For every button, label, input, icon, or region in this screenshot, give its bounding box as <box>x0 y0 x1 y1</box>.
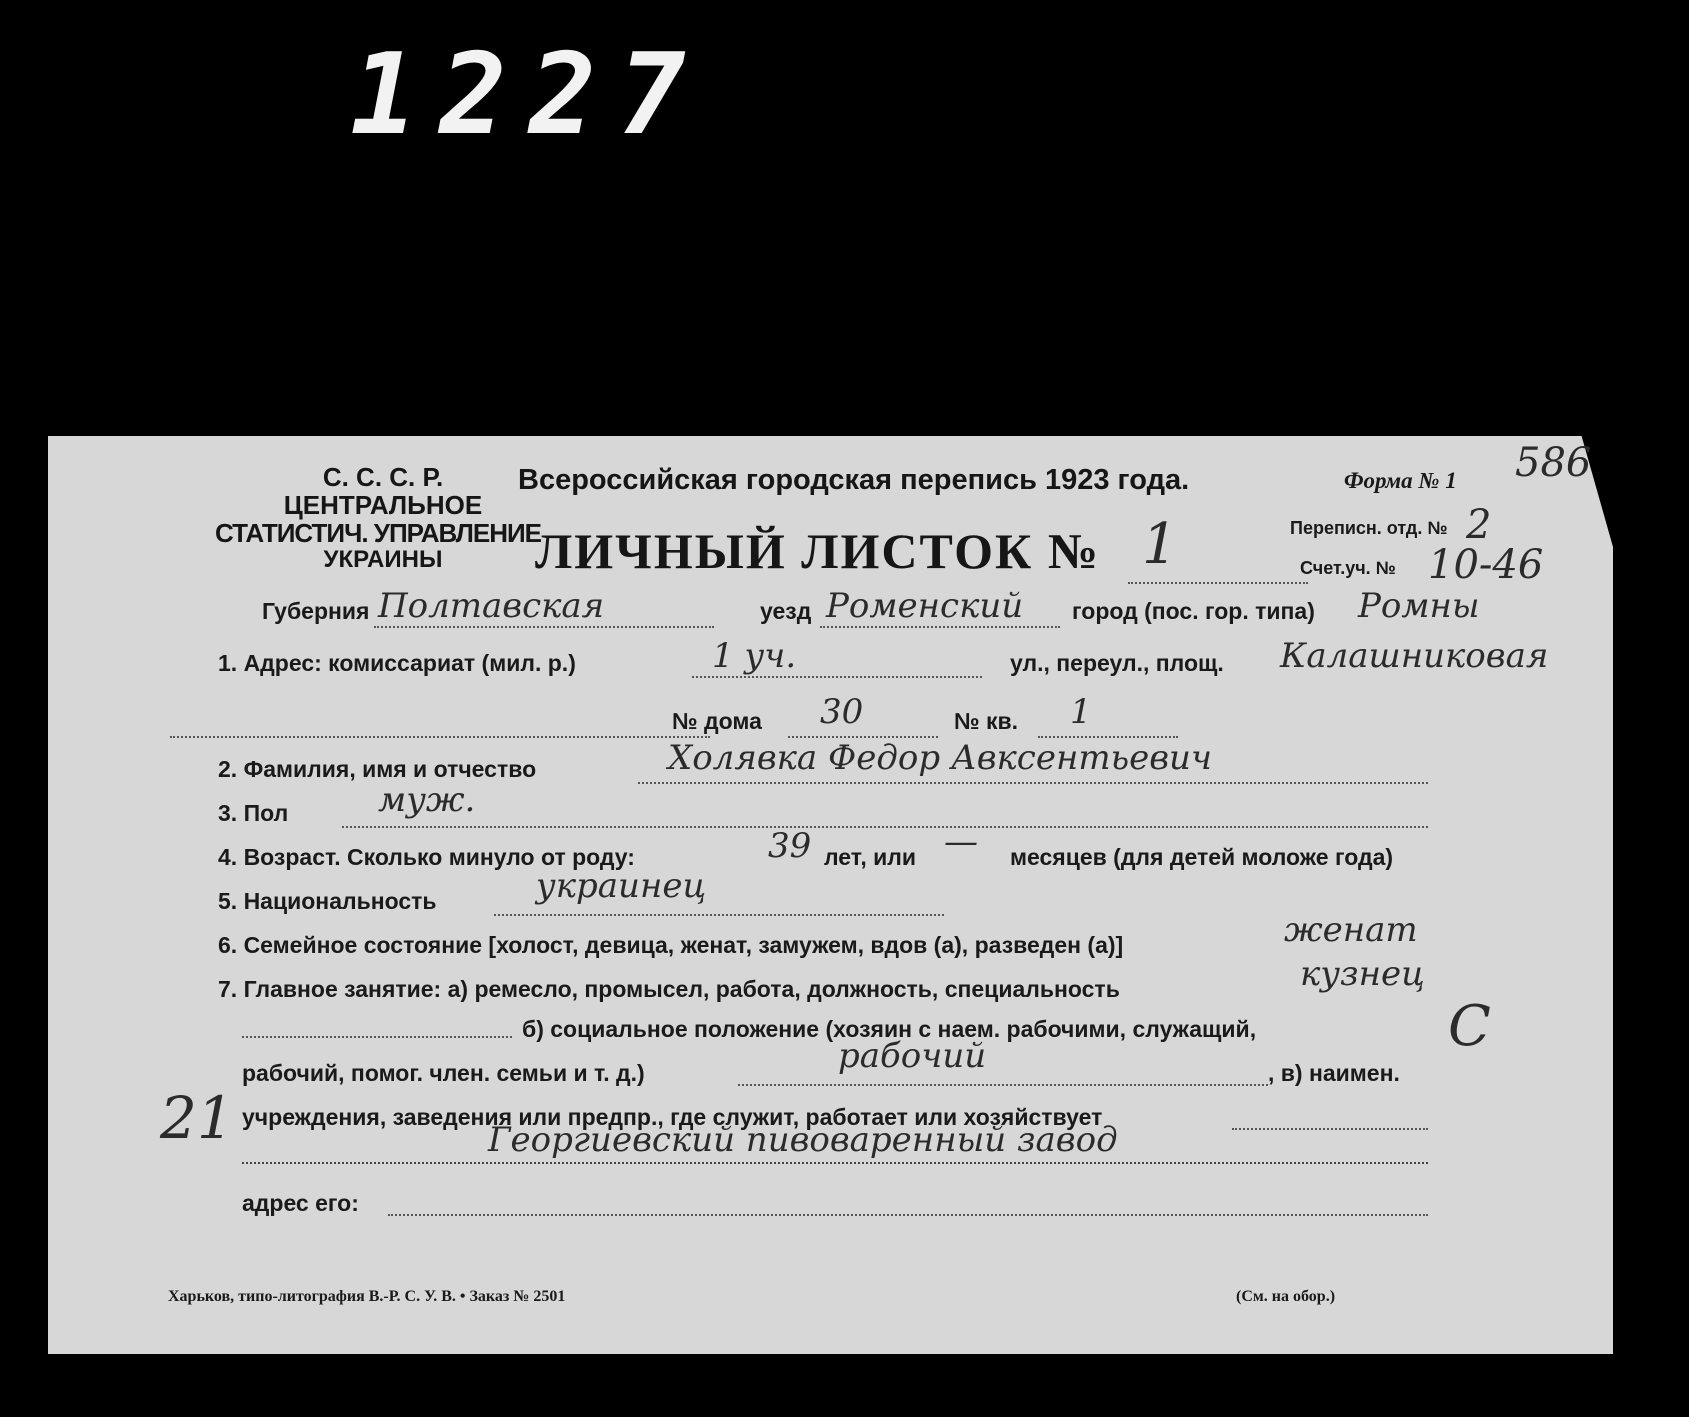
sheet-number: 1 <box>1142 512 1178 577</box>
org-line-2: ЦЕНТРАЛЬНОЕ <box>283 490 483 520</box>
social-annotation: С <box>1448 994 1491 1059</box>
uezd-line <box>820 626 1060 628</box>
org-line-4: УКРАИНЫ <box>323 546 443 573</box>
address-label: 1. Адрес: комиссариат (мил. р.) <box>218 650 576 676</box>
census-title: Всероссийская городская перепись 1923 года. <box>518 464 1190 496</box>
address-line <box>692 676 982 678</box>
guberniya-label: Губерния <box>262 598 370 624</box>
form-label: Форма № 1 <box>1344 468 1457 493</box>
org-line-1: С. С. С. Р. <box>322 462 444 492</box>
social-line <box>738 1084 1268 1086</box>
employer-value: Георгиевский пивоваренный завод <box>488 1120 1118 1160</box>
social-prefix-line <box>242 1036 512 1038</box>
sex-line <box>342 826 1428 828</box>
address-cont-line <box>170 736 710 738</box>
enum-dept-label: Переписн. отд. № <box>1290 518 1448 538</box>
printer-credit: Харьков, типо-литография В.-Р. С. У. В. • Заказ № 2501 <box>168 1288 566 1305</box>
social-value: рабочий <box>838 1036 987 1076</box>
age-years-label: лет, или <box>824 844 916 870</box>
apt-value: 1 <box>1070 692 1092 732</box>
nationality-label: 5. Национальность <box>218 888 437 914</box>
employer-line-2 <box>242 1162 1428 1164</box>
social-label-2: рабочий, помог. член. семьи и т. д.) <box>242 1060 645 1086</box>
social-label: б) социальное положение (хозяин с наем. рабочими, служащий, <box>522 1016 1257 1042</box>
employer-address-label: адрес его: <box>242 1190 359 1216</box>
name-label: 2. Фамилия, имя и отчество <box>218 756 537 782</box>
street-label: ул., переул., площ. <box>1010 650 1224 676</box>
city-value: Ромны <box>1358 586 1480 626</box>
sheet-title: ЛИЧНЫЙ ЛИСТОК № <box>535 523 1101 579</box>
house-value: 30 <box>820 692 864 732</box>
guberniya-value: Полтавская <box>378 586 605 626</box>
uezd-label: уезд <box>760 598 812 624</box>
marital-label: 6. Семейное состояние [холост, девица, женат, замужем, вдов (а), разведен (а)] <box>218 932 1124 958</box>
org-line-3: СТАТИСТИЧ. УПРАВЛЕНИЕ <box>214 518 542 548</box>
age-label: 4. Возраст. Сколько минуло от роду: <box>218 844 635 870</box>
form-annotation: 586 <box>1515 440 1592 486</box>
employer-line-1 <box>1232 1128 1428 1130</box>
margin-annotation: 21 <box>160 1084 234 1152</box>
uezd-value: Роменский <box>826 586 1024 626</box>
nationality-line <box>494 914 944 916</box>
employer-address-line <box>388 1214 1428 1216</box>
see-back-note: (См. на обор.) <box>1236 1288 1336 1305</box>
age-value: 39 <box>768 826 812 866</box>
guberniya-line <box>374 626 714 628</box>
street-value: Калашниковая <box>1280 636 1549 676</box>
house-label: № дома <box>672 708 762 734</box>
enum-dept-value: 2 <box>1466 502 1492 548</box>
count-unit-label: Счет.уч. № <box>1300 558 1396 578</box>
sex-label: 3. Пол <box>218 800 289 826</box>
age-months-value: — <box>944 822 978 862</box>
sex-value: муж. <box>378 780 476 820</box>
occupation-label: 7. Главное занятие: а) ремесло, промысел, работа, должность, специальность <box>218 976 1120 1002</box>
address-value: 1 уч. <box>712 636 797 676</box>
city-label: город (пос. гор. типа) <box>1072 598 1315 624</box>
nationality-value: украинец <box>536 866 707 906</box>
name-line <box>638 782 1428 784</box>
age-months-label: месяцев (для детей моложе года) <box>1010 844 1394 870</box>
apt-label: № кв. <box>954 708 1019 734</box>
name-value: Холявка Федор Авксентьевич <box>668 738 1213 778</box>
occupation-value: кузнец <box>1300 954 1425 994</box>
microfilm-frame-number: 1227 <box>350 30 708 160</box>
sheet-number-line <box>1128 582 1308 584</box>
census-form-card <box>48 436 1613 1354</box>
employer-label-tail: , в) наимен. <box>1268 1060 1400 1086</box>
marital-value: женат <box>1284 910 1418 950</box>
employer-label: учреждения, заведения или предпр., где служит, работает или хозяйствует <box>242 1104 1103 1130</box>
count-unit-value: 10-46 <box>1428 542 1544 588</box>
